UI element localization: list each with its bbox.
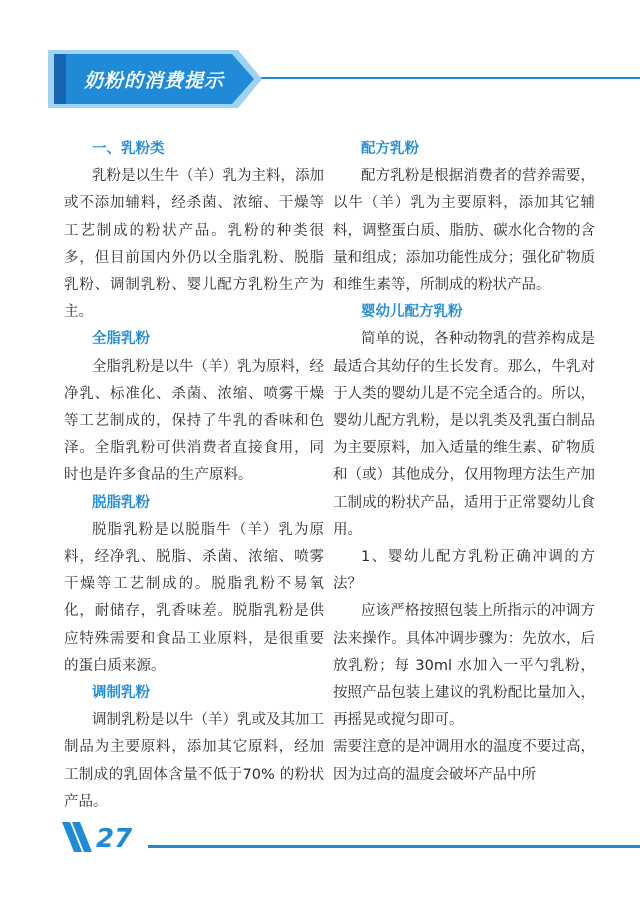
paragraph-milk-powder: 乳粉是以生牛（羊）乳为主料，添加或不添加辅料，经杀菌、浓缩、干燥等工艺制成的粉状产品。乳粉的种类很多，但目前国内外仍以全脂乳粉、脱脂乳粉、调制乳粉、婴儿配方乳粉生产为主。 <box>64 168 324 321</box>
heading-whole-milk-powder: 全脂乳粉 <box>92 331 150 348</box>
paragraph-whole-milk-powder: 全脂乳粉是以牛（羊）乳为原料，经净乳、标准化、杀菌、浓缩、喷雾干燥等工艺制成的，保持了牛乳的香味和色泽。全脂乳粉可供消费者直接食用，同时也是许多食品的生产原料。 <box>64 358 324 484</box>
heading-formula-milk-powder: 配方乳粉 <box>361 141 419 157</box>
paragraph-infant-formula: 简单的说，各种动物乳的营养构成是最适合其幼仔的生长发育。那么，牛乳对于人类的婴幼儿是不完全适合的。所以，婴幼儿配方乳粉，是以乳类及乳蛋白制品为主要原料，加入适量的维生素、矿物质和（或）其他成分，仅用物理方法生产加工制成的粉状产品，适用于正常婴幼儿食用。 <box>333 331 595 538</box>
paragraph-modified-milk-powder: 调制乳粉是以牛（羊）乳或及其加工制品为主要原料，添加其它原料，经加工制成的乳固体含量不低于70% 的粉状产品。 <box>64 712 324 810</box>
heading-modified-milk-powder: 调制乳粉 <box>92 685 150 702</box>
right-column <box>333 136 595 789</box>
heading-milk-powder: 一、乳粉类 <box>92 141 165 157</box>
paragraph-water-temperature: 需要注意的是冲调用水的温度不要过高，因为过高的温度会破坏产品中所 <box>333 739 595 783</box>
left-column <box>64 136 324 816</box>
section-header-banner <box>0 42 640 116</box>
section-title: 奶粉的消费提示 <box>84 70 225 92</box>
paragraph-formula-milk-powder: 配方乳粉是根据消费者的营养需要，以牛（羊）乳为主要原料，添加其它辅料，调整蛋白质、脂肪、碳水化合物的含量和组成；添加功能性成分；强化矿物质和维生素等，所制成的粉状产品。 <box>333 168 595 294</box>
heading-skim-milk-powder: 脱脂乳粉 <box>92 494 150 511</box>
page-number: 27 <box>96 824 133 854</box>
paragraph-preparation-method: 应该严格按照包装上所指示的冲调方法来操作。具体冲调步骤为：先放水，后放乳粉；每 30ml 水加入一平勺乳粉，按照产品包装上建议的乳粉配比量加入，再摇晃或搅匀即可。 <box>333 603 595 729</box>
heading-infant-formula: 婴幼儿配方乳粉 <box>361 304 463 321</box>
question-preparation-method: 1、婴幼儿配方乳粉正确冲调的方法？ <box>333 549 595 593</box>
paragraph-skim-milk-powder: 脱脂乳粉是以脱脂牛（羊）乳为原料，经净乳、脱脂、杀菌、浓缩、喷雾干燥等工艺制成的。脱脂乳粉不易氧化，耐储存，乳香味差。脱脂乳粉是供应特殊需要和食品工业原料，是很重要的蛋白质来源。 <box>64 521 324 674</box>
